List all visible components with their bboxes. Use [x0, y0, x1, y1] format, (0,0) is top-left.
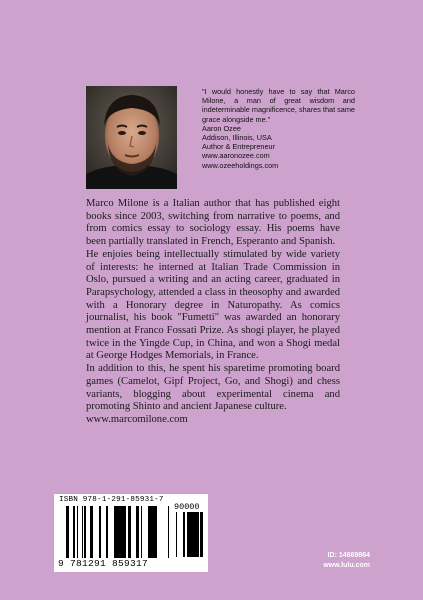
barcode-digits: 9 781291 859317: [58, 558, 149, 569]
quote-author-location: Addison, Illinois, USA: [202, 133, 272, 143]
author-photo: [86, 86, 177, 189]
bio-paragraph-2: He enjoies being intellectually stimulated by wide variety of interests: he interned at Italian Trade Commission in Oslo, pursued a writing and an acting career, graduated in Parapsychology, attended a class in theosophy and awarded with a Honorary degree in Naturopathy. As comics journalist, his book "Fumetti" was awarded an honorary mention at Franco Fossati Prize. As shogi player, he played twice in the Yingde Cup, in China, and won a Shogi medal at George Hodges Memorials, in France.: [86, 248, 340, 362]
ean-barcode-bars: [66, 506, 170, 558]
bio-paragraph-1: Marco Milone is a Italian author that has published eight books since 2003, switching from narrative to poems, and from comics essay to sociology essay. His poems have been partially translated in French, Esperanto and Spanish.: [86, 198, 340, 248]
bio-paragraph-3: In addition to this, he spent his sparetime promoting board games (Camelot, Gipf Project, Go, and Shogi) and chess variants, blogging about experimental cinema and promoting Shinto and ancient Japanese culture.: [86, 363, 340, 413]
author-portrait-icon: [86, 86, 177, 189]
quote-author-website: www.aaronozee.com: [202, 151, 270, 161]
publisher-info: [323, 551, 370, 571]
isbn-barcode: [54, 494, 208, 572]
author-website: www.marcomilone.com: [86, 413, 188, 425]
publisher-id: ID: 14669864: [327, 552, 370, 559]
quote-author-role: Author & Entrepreneur: [202, 142, 276, 152]
quote-author-company-website: www.ozeeholdings.com: [202, 160, 279, 170]
quote-text: "I would honestly have to say that Marco Milone, a man of great wisdom and indeterminable magnificence, shares that same grace alongside me.": [202, 87, 355, 124]
addon-barcode-bars: [174, 512, 204, 557]
price-code: 90000: [174, 502, 200, 512]
publisher-url: www.lulu.com: [323, 562, 370, 569]
isbn-label: ISBN 978-1-291-85931-7: [59, 496, 164, 504]
testimonial-quote: [202, 87, 355, 170]
author-biography: [86, 198, 340, 427]
quote-author-name: Aaron Ozee: [202, 123, 241, 133]
